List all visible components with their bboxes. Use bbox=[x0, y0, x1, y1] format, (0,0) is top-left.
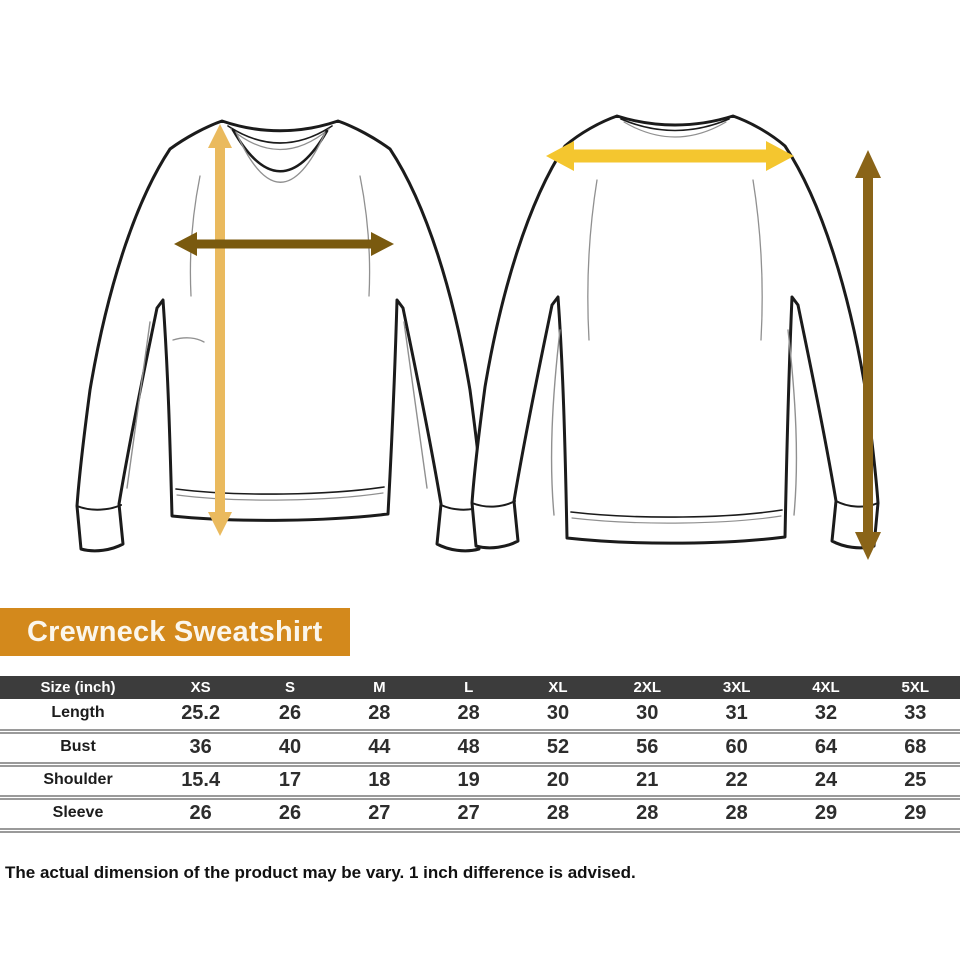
shoulder-4xl: 24 bbox=[781, 764, 870, 797]
column-header-xs: XS bbox=[190, 679, 211, 696]
sleeve-xl: 28 bbox=[513, 797, 602, 830]
length-s: 26 bbox=[245, 699, 334, 731]
column-header-s: S bbox=[284, 679, 295, 696]
bust-s: 40 bbox=[245, 731, 334, 764]
sleeve-l: 27 bbox=[424, 797, 513, 830]
column-header-4xl: 4XL bbox=[812, 679, 840, 696]
sleeve-length-arrow-head-top bbox=[855, 150, 881, 178]
column-header-l: L bbox=[464, 679, 474, 696]
shoulder-l: 19 bbox=[424, 764, 513, 797]
column-header-m: M bbox=[373, 679, 386, 696]
row-label-sleeve: Sleeve bbox=[0, 797, 156, 830]
sleeve-3xl: 28 bbox=[692, 797, 781, 830]
shoulder-xs: 15.4 bbox=[156, 764, 245, 797]
table-row-bust bbox=[0, 731, 960, 764]
shoulder-m: 18 bbox=[335, 764, 424, 797]
bust-l: 48 bbox=[424, 731, 513, 764]
bust-xs: 36 bbox=[156, 731, 245, 764]
length-2xl: 30 bbox=[603, 699, 692, 731]
length-xs: 25.2 bbox=[156, 699, 245, 731]
sleeve-s: 26 bbox=[245, 797, 334, 830]
column-header-xl: XL bbox=[548, 679, 568, 696]
size-table bbox=[0, 676, 960, 833]
product-title: Crewneck Sweatshirt bbox=[27, 616, 323, 648]
shoulder-xl: 20 bbox=[513, 764, 602, 797]
back-left-seam-fold bbox=[552, 330, 560, 515]
sleeve-5xl: 29 bbox=[871, 797, 960, 830]
column-header-3xl: 3XL bbox=[722, 679, 751, 696]
bust-4xl: 64 bbox=[781, 731, 870, 764]
back-body-outline bbox=[472, 116, 878, 548]
shoulder-s: 17 bbox=[245, 764, 334, 797]
length-4xl: 32 bbox=[781, 699, 870, 731]
bust-3xl: 60 bbox=[692, 731, 781, 764]
row-label-shoulder: Shoulder bbox=[0, 764, 156, 797]
length-l: 28 bbox=[424, 699, 513, 731]
column-header-size-inch: Size (inch) bbox=[40, 679, 116, 696]
table-row-length bbox=[0, 699, 960, 731]
sleeve-m: 27 bbox=[335, 797, 424, 830]
column-header-5xl: 5XL bbox=[901, 679, 930, 696]
length-3xl: 31 bbox=[692, 699, 781, 731]
row-label-bust: Bust bbox=[0, 731, 156, 764]
length-xl: 30 bbox=[513, 699, 602, 731]
bust-5xl: 68 bbox=[871, 731, 960, 764]
sleeve-xs: 26 bbox=[156, 797, 245, 830]
sleeve-2xl: 28 bbox=[603, 797, 692, 830]
bust-xl: 52 bbox=[513, 731, 602, 764]
back-sweatshirt bbox=[472, 116, 878, 548]
length-5xl: 33 bbox=[871, 699, 960, 731]
length-m: 28 bbox=[335, 699, 424, 731]
table-row-shoulder bbox=[0, 764, 960, 797]
size-table-header-row bbox=[0, 676, 960, 699]
column-header-2xl: 2XL bbox=[633, 679, 662, 696]
bust-2xl: 56 bbox=[603, 731, 692, 764]
disclaimer-text: The actual dimension of the product may be vary. 1 inch difference is advised. bbox=[5, 862, 636, 882]
shoulder-3xl: 22 bbox=[692, 764, 781, 797]
row-label-length: Length bbox=[0, 699, 156, 731]
front-sweatshirt bbox=[77, 121, 483, 551]
bust-m: 44 bbox=[335, 731, 424, 764]
table-row-sleeve bbox=[0, 797, 960, 830]
shoulder-2xl: 21 bbox=[603, 764, 692, 797]
product-title-banner bbox=[0, 608, 350, 656]
front-body-outline bbox=[77, 121, 483, 551]
length-arrow-head-bottom bbox=[208, 512, 232, 536]
shoulder-5xl: 25 bbox=[871, 764, 960, 797]
sleeve-4xl: 29 bbox=[781, 797, 870, 830]
